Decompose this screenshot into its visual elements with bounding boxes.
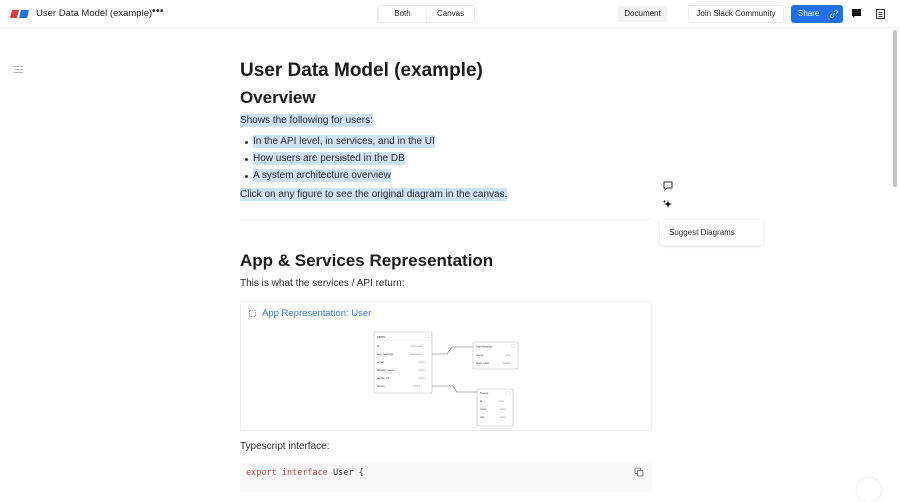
svg-text:id: id — [480, 400, 483, 403]
app-logo-icon[interactable] — [10, 10, 29, 18]
view-canvas-tab[interactable]: Canvas — [426, 6, 474, 22]
svg-text:string: string — [500, 417, 506, 419]
table-of-contents-toggle-icon[interactable] — [13, 66, 23, 74]
frame-icon — [249, 310, 256, 317]
ai-sparkle-icon[interactable] — [663, 199, 673, 209]
svg-text:string: string — [498, 401, 504, 403]
svg-text:teams: teams — [377, 384, 385, 388]
svg-text:UserSettings: UserSettings — [476, 344, 493, 349]
list-item-text: In the API level, in services, and in the UI — [253, 136, 435, 147]
svg-text:users: users — [377, 335, 385, 339]
help-button[interactable] — [857, 478, 881, 502]
top-bar — [0, 0, 900, 28]
app-section-heading: App & Services Representation — [240, 251, 494, 270]
svg-text:string: string — [419, 377, 425, 380]
er-diagram[interactable] — [373, 330, 523, 428]
svg-text:string: string — [419, 361, 425, 364]
list-item-text: How users are persisted in the DB — [253, 153, 405, 164]
svg-text:UserSettings: UserSettings — [409, 353, 423, 356]
svg-text:string: string — [505, 355, 511, 357]
code-keyword: interface — [281, 468, 328, 478]
list-item-text: A system architecture overview — [253, 170, 391, 181]
vertical-scrollbar[interactable] — [893, 30, 897, 187]
share-button[interactable] — [791, 5, 843, 23]
svg-text:display_name: display_name — [377, 368, 395, 372]
app-section-intro: This is what the services / API return: — [240, 278, 405, 289]
add-comment-icon[interactable] — [663, 181, 673, 191]
svg-text:boolean: boolean — [503, 363, 512, 365]
document-title[interactable]: User Data Model (example) — [36, 8, 153, 19]
code-keyword: export — [246, 468, 277, 478]
suggest-menu — [660, 220, 763, 245]
svg-text:profile_url: profile_url — [377, 376, 390, 380]
page-title: User Data Model (example) — [240, 60, 483, 81]
code-block[interactable] — [240, 462, 652, 492]
svg-text:email: email — [377, 360, 384, 364]
suggest-diagrams-button[interactable]: Suggest Diagrams — [669, 228, 735, 237]
join-slack-button[interactable]: Join Slack Community — [688, 5, 784, 23]
code-text: User { — [327, 468, 364, 478]
figure-link[interactable] — [249, 308, 371, 319]
section-divider — [240, 219, 652, 220]
list-item — [240, 151, 435, 168]
overview-heading: Overview — [240, 88, 316, 107]
more-options-button[interactable]: ••• — [152, 6, 165, 17]
list-item — [240, 134, 435, 151]
svg-text:string uuid: string uuid — [411, 345, 423, 348]
figure-card[interactable] — [240, 301, 652, 431]
list-item — [240, 168, 435, 185]
comments-icon[interactable] — [851, 8, 862, 19]
figure-link-label: App Representation: User — [262, 308, 372, 319]
svg-text:name: name — [480, 408, 487, 411]
overview-note: Click on any figure to see the original diagram in the canvas. — [240, 189, 508, 200]
svg-text:theme: theme — [476, 354, 484, 357]
view-both-tab[interactable]: Both — [378, 6, 426, 22]
svg-text:string: string — [419, 369, 425, 372]
view-document-tab[interactable]: Document — [618, 6, 667, 22]
share-label: Share — [798, 9, 820, 18]
svg-text:Teams: Teams — [480, 391, 489, 395]
history-panel-icon[interactable] — [875, 8, 886, 20]
overview-intro: Shows the following for users: — [240, 115, 373, 126]
link-icon — [830, 9, 838, 19]
svg-text:role: role — [480, 416, 485, 419]
overview-bullet-list — [240, 134, 435, 185]
svg-text:Team[]: Team[] — [413, 385, 421, 388]
svg-text:show_tools: show_tools — [476, 362, 489, 365]
code-line — [246, 468, 364, 478]
typescript-label: Typescript interface: — [240, 441, 330, 452]
view-mode-switch — [377, 5, 661, 23]
svg-text:string: string — [500, 409, 506, 411]
svg-text:app_settings: app_settings — [377, 352, 393, 356]
svg-text:id: id — [377, 344, 380, 348]
copy-icon[interactable] — [634, 467, 644, 477]
